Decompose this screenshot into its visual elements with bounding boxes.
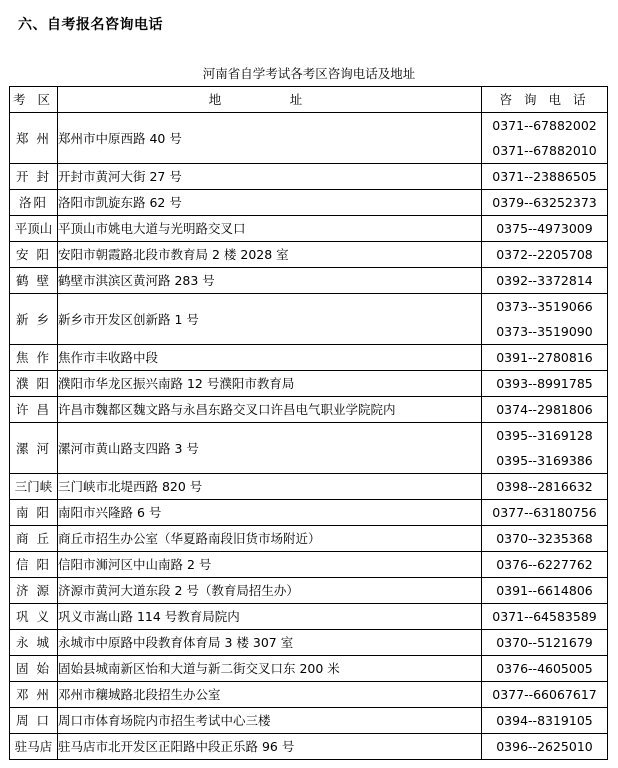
table-row: [10, 113, 608, 164]
table-row: [10, 423, 608, 474]
area-cell: 郑 州: [10, 113, 58, 164]
table-row: [10, 604, 608, 630]
phone-number: 0374--2981806: [496, 402, 593, 417]
column-header-area: 考 区: [10, 87, 58, 113]
table-row: [10, 242, 608, 268]
address-cell: 邓州市穰城路北段招生办公室: [58, 682, 482, 708]
table-row: [10, 190, 608, 216]
area-cell: 巩 义: [10, 604, 58, 630]
phone-cell: [482, 656, 608, 682]
table-row: [10, 500, 608, 526]
phone-number: 0377--66067617: [492, 687, 597, 702]
address-cell: 信阳市浉河区中山南路 2 号: [58, 552, 482, 578]
area-cell: 开 封: [10, 164, 58, 190]
phone-cell: [482, 113, 608, 164]
address-cell: 新乡市开发区创新路 1 号: [58, 294, 482, 345]
address-cell: 三门峡市北堤西路 820 号: [58, 474, 482, 500]
phone-number: 0373--3519066: [496, 299, 593, 314]
phone-number: 0391--6614806: [496, 583, 593, 598]
address-cell: 许昌市魏都区魏文路与永昌东路交叉口许昌电气职业学院院内: [58, 397, 482, 423]
phone-cell: [482, 371, 608, 397]
address-cell: 开封市黄河大街 27 号: [58, 164, 482, 190]
phone-cell: [482, 345, 608, 371]
table-caption: 河南省自学考试各考区咨询电话及地址: [202, 66, 416, 81]
address-cell: 郑州市中原西路 40 号: [58, 113, 482, 164]
phone-cell: [482, 526, 608, 552]
phone-number: 0371--67882002: [492, 118, 597, 133]
address-cell: 固始县城南新区怡和大道与新二街交叉口东 200 米: [58, 656, 482, 682]
phone-number: 0371--64583589: [492, 609, 597, 624]
phone-cell: [482, 734, 608, 760]
phone-number: 0379--63252373: [492, 195, 597, 210]
phone-cell: [482, 294, 608, 345]
area-cell: 三门峡: [10, 474, 58, 500]
address-cell: 漯河市黄山路支四路 3 号: [58, 423, 482, 474]
phone-number: 0377--63180756: [492, 505, 597, 520]
phone-cell: [482, 500, 608, 526]
area-cell: 信 阳: [10, 552, 58, 578]
area-cell: 商 丘: [10, 526, 58, 552]
table-row: [10, 682, 608, 708]
area-cell: 周 口: [10, 708, 58, 734]
phone-number: 0393--8991785: [496, 376, 593, 391]
table-row: [10, 630, 608, 656]
table-row: [10, 578, 608, 604]
area-cell: 濮 阳: [10, 371, 58, 397]
address-cell: 鹤壁市淇滨区黄河路 283 号: [58, 268, 482, 294]
address-cell: 焦作市丰收路中段: [58, 345, 482, 371]
phone-cell: [482, 630, 608, 656]
phone-cell: [482, 397, 608, 423]
table-row: [10, 294, 608, 345]
phone-cell: [482, 268, 608, 294]
address-cell: 济源市黄河大道东段 2 号（教育局招生办）: [58, 578, 482, 604]
address-cell: 驻马店市北开发区正阳路中段正乐路 96 号: [58, 734, 482, 760]
area-cell: 新 乡: [10, 294, 58, 345]
contact-table: [9, 86, 608, 760]
area-cell: 安 阳: [10, 242, 58, 268]
area-cell: 许 昌: [10, 397, 58, 423]
phone-cell: [482, 604, 608, 630]
address-cell: 濮阳市华龙区振兴南路 12 号濮阳市教育局: [58, 371, 482, 397]
phone-cell: [482, 216, 608, 242]
area-cell: 济 源: [10, 578, 58, 604]
section-heading: 六、自考报名咨询电话: [18, 17, 163, 33]
phone-cell: [482, 552, 608, 578]
table-row: [10, 216, 608, 242]
table-row: [10, 656, 608, 682]
table-row: [10, 371, 608, 397]
phone-cell: [482, 190, 608, 216]
address-cell: 永城市中原路中段教育体育局 3 楼 307 室: [58, 630, 482, 656]
phone-cell: [482, 164, 608, 190]
phone-cell: [482, 682, 608, 708]
table-row: [10, 268, 608, 294]
phone-cell: [482, 578, 608, 604]
column-header-phone: 咨 询 电 话: [482, 87, 608, 113]
table-header-row: [10, 87, 608, 113]
table-row: [10, 164, 608, 190]
phone-number: 0392--3372814: [496, 273, 593, 288]
table-row: [10, 552, 608, 578]
table-row: [10, 397, 608, 423]
phone-cell: [482, 474, 608, 500]
phone-number: 0373--3519090: [496, 324, 593, 339]
area-cell: 焦 作: [10, 345, 58, 371]
phone-number: 0370--3235368: [496, 531, 593, 546]
phone-number: 0395--3169128: [496, 428, 593, 443]
phone-number: 0376--6227762: [496, 557, 593, 572]
phone-number: 0396--2625010: [496, 739, 593, 754]
table-row: [10, 526, 608, 552]
table-row: [10, 734, 608, 760]
area-cell: 鹤 壁: [10, 268, 58, 294]
area-cell: 固 始: [10, 656, 58, 682]
phone-cell: [482, 708, 608, 734]
column-header-address: 地 址: [58, 87, 482, 113]
area-cell: 驻马店: [10, 734, 58, 760]
area-cell: 漯 河: [10, 423, 58, 474]
address-cell: 洛阳市凯旋东路 62 号: [58, 190, 482, 216]
address-cell: 南阳市兴隆路 6 号: [58, 500, 482, 526]
phone-number: 0375--4973009: [496, 221, 593, 236]
address-cell: 安阳市朝霞路北段市教育局 2 楼 2028 室: [58, 242, 482, 268]
table-row: [10, 345, 608, 371]
area-cell: 邓 州: [10, 682, 58, 708]
address-cell: 商丘市招生办公室（华夏路南段旧货市场附近）: [58, 526, 482, 552]
phone-number: 0398--2816632: [496, 479, 593, 494]
phone-number: 0395--3169386: [496, 453, 593, 468]
phone-number: 0372--2205708: [496, 247, 593, 262]
phone-number: 0394--8319105: [496, 713, 593, 728]
phone-number: 0391--2780816: [496, 350, 593, 365]
area-cell: 南 阳: [10, 500, 58, 526]
phone-number: 0371--67882010: [492, 143, 597, 158]
phone-cell: [482, 423, 608, 474]
address-cell: 巩义市嵩山路 114 号教育局院内: [58, 604, 482, 630]
area-cell: 平顶山: [10, 216, 58, 242]
phone-number: 0371--23886505: [492, 169, 597, 184]
phone-number: 0376--4605005: [496, 661, 593, 676]
address-cell: 平顶山市姚电大道与光明路交叉口: [58, 216, 482, 242]
phone-cell: [482, 242, 608, 268]
address-cell: 周口市体育场院内市招生考试中心三楼: [58, 708, 482, 734]
table-row: [10, 708, 608, 734]
table-row: [10, 474, 608, 500]
phone-number: 0370--5121679: [496, 635, 593, 650]
area-cell: 洛阳: [10, 190, 58, 216]
area-cell: 永 城: [10, 630, 58, 656]
